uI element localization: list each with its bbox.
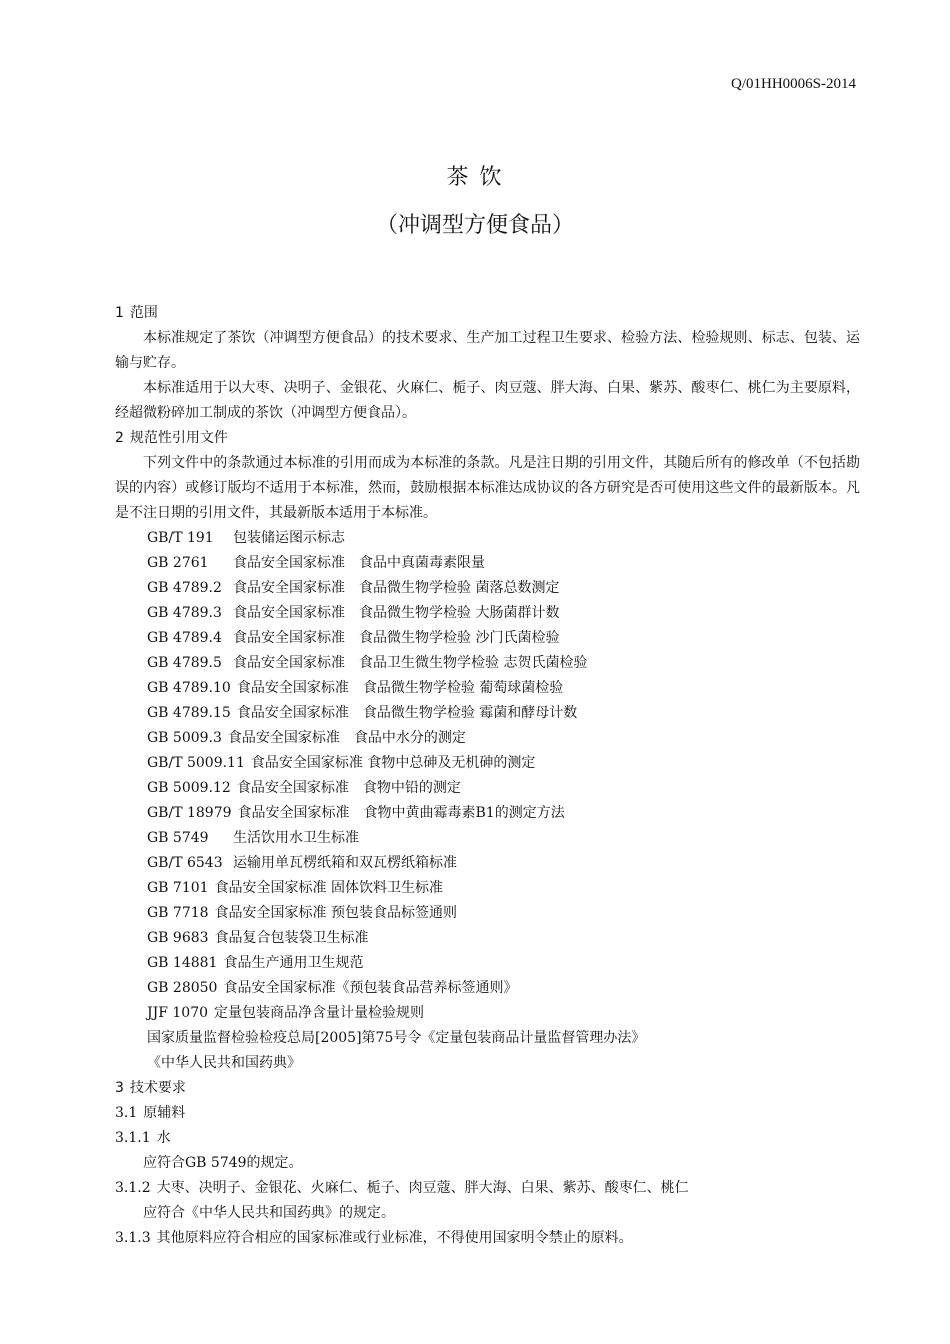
subsection-3-1-1-heading [115, 1126, 860, 1151]
reference-title: 包装储运图示标志 [233, 530, 345, 546]
reference-title: 运输用单瓦楞纸箱和双瓦楞纸箱标准 [233, 855, 457, 871]
reference-code: GB/T 5009.11 [147, 755, 245, 771]
reference-code: GB 4789.4 [147, 630, 222, 646]
subsection-number: 3.1.3 [115, 1230, 151, 1246]
reference-item [115, 626, 860, 651]
section-2-heading [115, 426, 860, 451]
subsection-title: 大枣、决明子、金银花、火麻仁、栀子、肉豆蔻、胖大海、白果、紫苏、酸枣仁、桃仁 [156, 1180, 689, 1196]
reference-code: GB/T 18979 [147, 805, 232, 821]
reference-item [115, 751, 860, 776]
subsection-3-1-2-heading [115, 1176, 860, 1201]
herbs-requirement: 应符合《中华人民共和国药典》的规定。 [143, 1205, 395, 1221]
subsection-3-1-heading [115, 1101, 860, 1126]
reference-code: GB 4789.15 [147, 705, 231, 721]
subsection-title: 原辅料 [143, 1105, 186, 1121]
reference-item [115, 601, 860, 626]
reference-regulation: 国家质量监督检验检疫总局[2005]第75号令《定量包装商品计量监督管理办法》 [147, 1030, 646, 1046]
section-title: 规范性引用文件 [129, 430, 228, 446]
subsection-3-1-3 [115, 1226, 860, 1251]
reference-code: GB 5009.12 [147, 780, 231, 796]
reference-item [115, 901, 860, 926]
reference-item [115, 951, 860, 976]
reference-item [115, 726, 860, 751]
reference-item [115, 1001, 860, 1026]
document-body [115, 301, 860, 1251]
reference-item [115, 701, 860, 726]
other-materials-requirement: 其他原料应符合相应的国家标准或行业标准，不得使用国家明令禁止的原料。 [156, 1230, 633, 1246]
reference-item [115, 876, 860, 901]
reference-item [115, 526, 860, 551]
reference-item [115, 576, 860, 601]
reference-code: GB 28050 [147, 980, 218, 996]
subsection-number: 3.1.2 [115, 1180, 151, 1196]
section-number: 1 [115, 305, 124, 321]
section-title: 技术要求 [129, 1080, 186, 1096]
reference-title: 食品安全国家标准 食品微生物学检验 菌落总数测定 [233, 580, 560, 596]
reference-code: GB 5749 [147, 830, 209, 846]
section-3-heading [115, 1076, 860, 1101]
reference-code: GB 7718 [147, 905, 209, 921]
reference-pharmacopoeia: 《中华人民共和国药典》 [147, 1055, 301, 1071]
section-1-heading [115, 301, 860, 326]
document-title: 茶 饮 [446, 165, 504, 190]
reference-code: GB/T 6543 [147, 855, 223, 871]
reference-title: 食品安全国家标准《预包装食品营养标签通则》 [223, 980, 518, 996]
scope-paragraph-1: 本标准规定了茶饮（冲调型方便食品）的技术要求、生产加工过程卫生要求、检验方法、检验规则、标志、包装、运输与贮存。 [115, 330, 860, 371]
standard-code: Q/01HH0006S-2014 [730, 76, 856, 92]
reference-code: JJF 1070 [147, 1005, 209, 1021]
reference-code: GB 4789.10 [147, 680, 231, 696]
reference-code: GB 7101 [147, 880, 209, 896]
section-number: 3 [115, 1080, 124, 1096]
reference-code: GB 4789.2 [147, 580, 222, 596]
subsection-number: 3.1 [115, 1105, 138, 1121]
reference-item [115, 926, 860, 951]
section-title: 范围 [129, 305, 158, 321]
scope-paragraph-2: 本标准适用于以大枣、决明子、金银花、火麻仁、栀子、肉豆蔻、胖大海、白果、紫苏、酸枣仁、桃仁为主要原料，经超微粉碎加工制成的茶饮（冲调型方便食品）。 [115, 380, 860, 421]
reference-title: 食品安全国家标准 预包装食品标签通则 [214, 905, 458, 921]
water-requirement: 应符合GB 5749的规定。 [143, 1155, 303, 1171]
subsection-number: 3.1.1 [115, 1130, 151, 1146]
reference-item [115, 826, 860, 851]
reference-title: 食品安全国家标准 固体饮料卫生标准 [214, 880, 444, 896]
reference-title: 生活饮用水卫生标准 [233, 830, 359, 846]
reference-item [115, 976, 860, 1001]
reference-code: GB 2761 [147, 555, 209, 571]
document-subtitle: （冲调型方便食品） [375, 213, 574, 238]
reference-code: GB 5009.3 [147, 730, 222, 746]
reference-item [115, 676, 860, 701]
reference-title: 定量包装商品净含量计量检验规则 [214, 1005, 425, 1021]
reference-code: GB/T 191 [147, 530, 214, 546]
reference-title: 食品生产通用卫生规范 [223, 955, 364, 971]
reference-title: 食品安全国家标准 食品微生物学检验 葡萄球菌检验 [236, 680, 564, 696]
reference-title: 食品安全国家标准 食品微生物学检验 大肠菌群计数 [233, 605, 560, 621]
reference-title: 食品安全国家标准 食物中黄曲霉毒素B1的测定方法 [237, 805, 565, 821]
reference-code: GB 4789.5 [147, 655, 222, 671]
reference-title: 食品安全国家标准 食品中真菌毒素限量 [233, 555, 485, 571]
reference-item [115, 851, 860, 876]
subsection-title: 水 [156, 1130, 171, 1146]
reference-title: 食品安全国家标准 食物中总砷及无机砷的测定 [250, 755, 536, 771]
reference-code: GB 4789.3 [147, 605, 222, 621]
reference-title: 食品安全国家标准 食品微生物学检验 霉菌和酵母计数 [236, 705, 578, 721]
reference-title: 食品复合包装袋卫生标准 [214, 930, 369, 946]
reference-code: GB 9683 [147, 930, 209, 946]
reference-item [115, 651, 860, 676]
reference-item [115, 551, 860, 576]
section-number: 2 [115, 430, 124, 446]
references-paragraph: 下列文件中的条款通过本标准的引用而成为本标准的条款。凡是注日期的引用文件，其随后所有的修改单（不包括勘误的内容）或修订版均不适用于本标准，然而，鼓励根据本标准达成协议的各方研究是否可使用这些文件的最新版本。凡是不注日期的引用文件，其最新版本适用于本标准。 [115, 455, 860, 521]
reference-item [115, 776, 860, 801]
reference-title: 食品安全国家标准 食品卫生微生物学检验 志贺氏菌检验 [233, 655, 588, 671]
reference-title: 食品安全国家标准 食品微生物学检验 沙门氏菌检验 [233, 630, 560, 646]
reference-code: GB 14881 [147, 955, 218, 971]
reference-title: 食品安全国家标准 食物中铅的测定 [236, 780, 461, 796]
reference-item [115, 801, 860, 826]
reference-title: 食品安全国家标准 食品中水分的测定 [227, 730, 466, 746]
